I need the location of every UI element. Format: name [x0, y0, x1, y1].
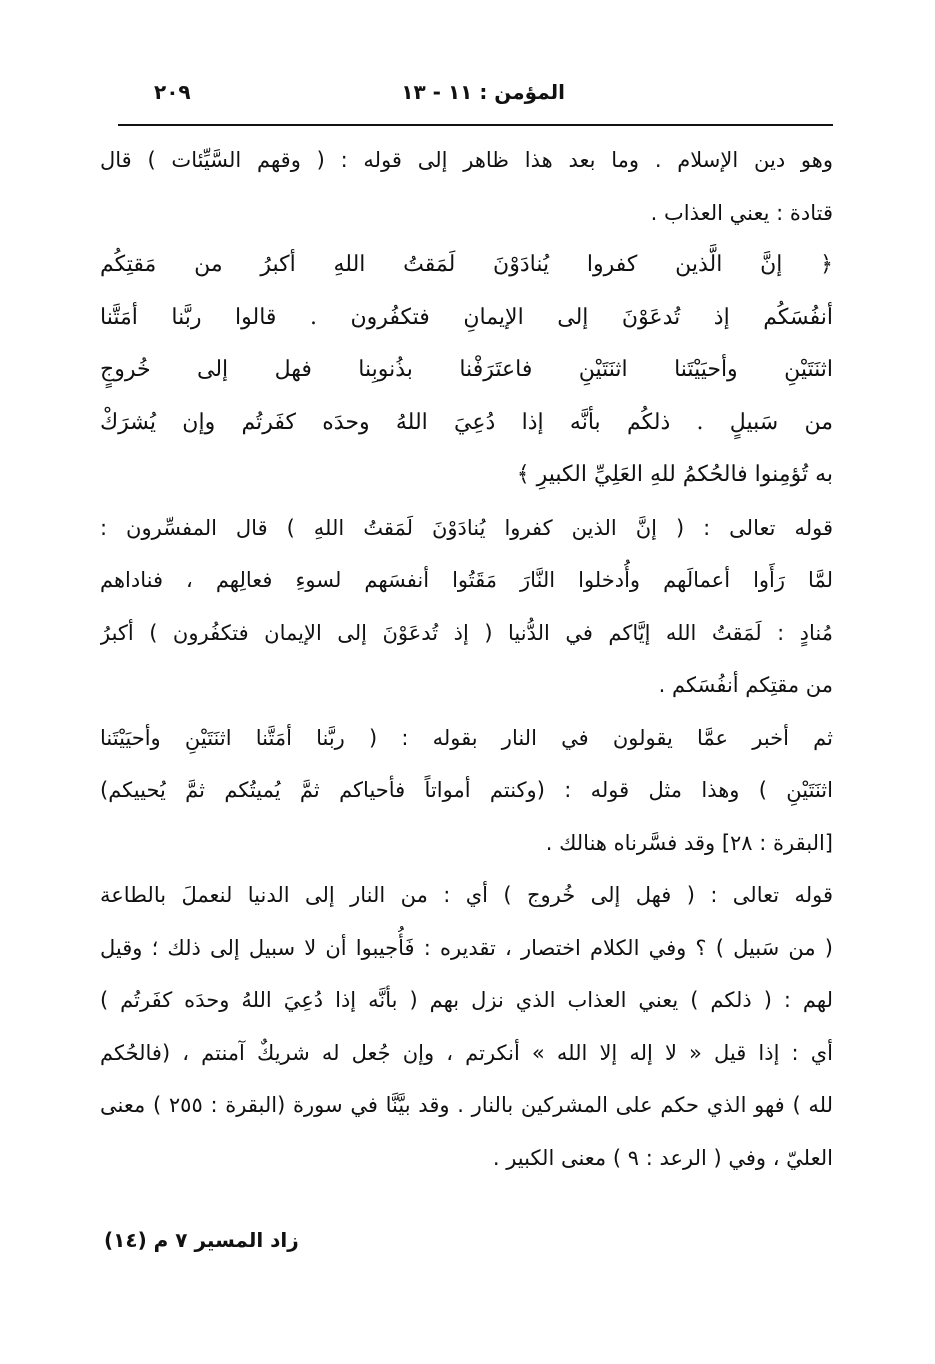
text-line: ثم أخبر عمَّا يقولون في النار بقوله : ( ربَّنا أمَتَّنا اثنَتَيْنِ وأحيَيْتَنا: [100, 725, 833, 750]
header-rule: [118, 124, 833, 126]
text-line: مُنادٍ : لَمَقتُ الله إيَّاكم في الدُّنيا ( إذ تُدعَوْنَ إلى الإيمان فتكفُرون ) أكبرُ: [100, 620, 833, 645]
page-header: [118, 80, 833, 114]
running-title: المؤمن : ١١ - ١٣: [401, 80, 565, 104]
text-line: ( من سَبيل ) ؟ وفي الكلام اختصار ، تقديره : فَأُجيبوا أن لا سبيل إلى ذلك ؛ وقيل: [100, 935, 833, 960]
text-line: من مقتِكم أنفُسَكم .: [658, 673, 833, 697]
text-line: قتادة : يعني العذاب .: [650, 200, 833, 225]
text-line: قوله تعالى : ( فهل إلى خُروج ) أي : من النار إلى الدنيا لنعملَ بالطاعة: [100, 883, 833, 907]
page-number: ٢٠٩: [154, 80, 191, 104]
signature-mark: زاد المسير ٧ م (١٤): [104, 1228, 299, 1252]
text-line: قوله تعالى : ( إنَّ الذين كفروا يُنادَوْنَ لَمَقتُ اللهِ ) قال المفسِّرون :: [100, 515, 833, 540]
text-line: لهم : ( ذلكم ) يعني العذاب الذي نزل بهم ( بأنَّه إذا دُعِيَ اللهُ وحدَه كفَرتُم ): [100, 988, 833, 1012]
quran-verse-line: من سَبيلٍ . ذلكُم بأنَّه إذا دُعِيَ اللهُ وحدَه كفَرتُم وإن يُشرَكْ: [100, 409, 833, 435]
quran-verse-line: أنفُسَكُم إذ تُدعَوْنَ إلى الإيمانِ فتكفُرون . قالوا ربَّنا أمَتَّنا: [100, 304, 833, 330]
quran-verse-line: ﴿ إنَّ الَّذين كفروا يُنادَوْنَ لَمَقتُ اللهِ أكبرُ من مَقتِكُم: [100, 252, 833, 277]
text-line: العليّ ، وفي ( الرعد : ٩ ) معنى الكبير .: [492, 1145, 833, 1170]
text-line: أي : إذا قيل « لا إله إلا الله » أنكرتم ، وإن جُعل له شريكٌ آمنتم ، (فالحُكم: [100, 1040, 833, 1065]
text-line: وهو دين الإسلام . وما بعد هذا ظاهر إلى قوله : ( وقهم السَّيِّئات ) قال: [100, 148, 833, 172]
quran-verse-line: اثنَتَيْنِ وأحيَيْتَنا اثنَتَيْنِ فاعتَرَفْنا بذُنوبِنا فهل إلى خُروجٍ: [100, 357, 833, 382]
text-line: لمَّا رَأَوا أعمالَهم وأُدخلوا النَّارَ مَقَتُوا أنفسَهم لسوءِ فعالِهم ، فناداهم: [100, 568, 833, 592]
text-line: اثنَتَيْنِ ) وهذا مثل قوله : (وكنتم أمواتاً فأحياكم ثمَّ يُميتُكم ثمَّ يُحييكم): [100, 778, 833, 802]
page-body: [100, 134, 833, 1184]
text-line: لله ) فهو الذي حكم على المشركين بالنار . وقد بيَّنَّا في سورة (البقرة : ٢٥٥ ) معنى: [100, 1093, 833, 1117]
quran-verse-line: به تُؤمِنوا فالحُكمُ للهِ العَلِيِّ الكبيرِ ﴾: [516, 462, 833, 487]
text-line: [البقرة : ٢٨] وقد فسَّرناه هنالك .: [545, 830, 833, 855]
